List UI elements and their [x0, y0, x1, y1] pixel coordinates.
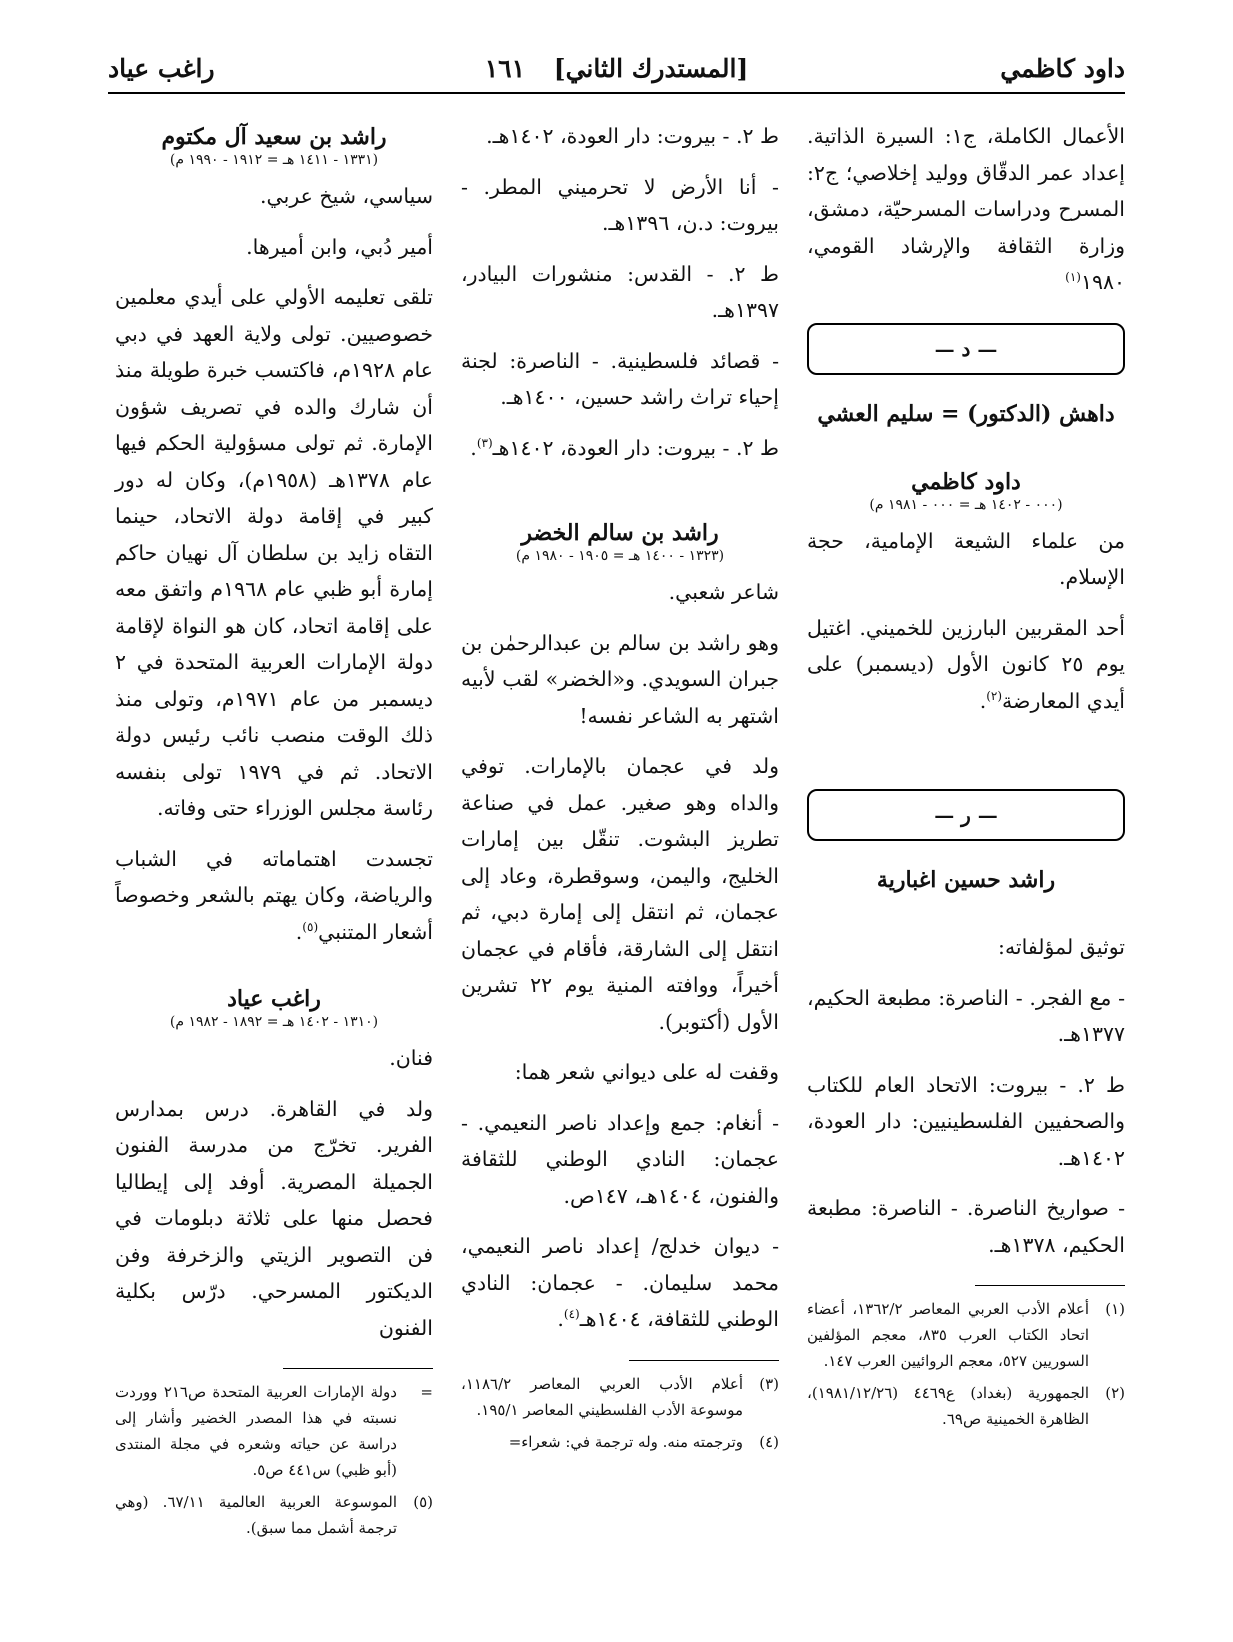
paragraph: - صواريخ الناصرة. - الناصرة: مطبعة الحكيم، ١٣٧٨هـ.	[807, 1196, 1125, 1257]
paragraph: - قصائد فلسطينية. - الناصرة: لجنة إحياء تراث راشد حسين، ١٤٠٠هـ.	[461, 348, 779, 409]
entry-title: راشد حسين اغبارية	[876, 867, 1056, 893]
paragraph: سياسي، شيخ عربي.	[260, 184, 433, 208]
header-right-name: داود كاظمي	[1000, 54, 1125, 83]
footnote: (٣) أعلام الأدب العربي المعاصر ١١٨٦/٢، موسوعة الأدب الفلسطيني المعاصر ١٩٥/١.	[461, 1374, 779, 1419]
footnote-ref: (٥)	[302, 919, 319, 934]
paragraph: ولد في عجمان بالإمارات. توفي والداه وهو صغير. عمل في صناعة تطريز البشوت. تنقّل بين إمارات الخليج، واليمن، وسوقطرة، وعاد إلى عجمان، ثم انتقل إلى إمارة دبي، ثم انتقل إلى الشارقة، فأقام في عجمان أخيراً، ووافته المنية يوم ٢٢ تشرين الأول (أكتوبر).	[461, 754, 780, 1034]
entry-dates: (١٣٣١ - ١٤١١ هـ = ١٩١٢ - ١٩٩٠ م)	[169, 152, 379, 168]
column-left	[115, 118, 433, 1547]
footnote-ref: (٣)	[476, 435, 493, 450]
paragraph: - أنا الأرض لا تحرميني المطر. - بيروت: د.ن، ١٣٩٦هـ.	[461, 174, 779, 235]
page-number: ١٦١	[484, 54, 526, 83]
paragraph: ط ٢. - بيروت: الاتحاد العام للكتاب والصحفيين الفلسطينيين: دار العودة، ١٤٠٢هـ.	[807, 1072, 1125, 1170]
letter-section-ra: — ر —	[807, 789, 1125, 841]
entry-title: داود كاظمي	[911, 468, 1021, 495]
letter-section-dal: — د —	[807, 323, 1125, 375]
footnote-ref: (٢)	[986, 688, 1003, 703]
entry-title: راشد بن سالم الخضر	[521, 520, 719, 546]
footnote-ref: (٤)	[563, 1307, 580, 1322]
entry-dates: (١٣١٠ - ١٤٠٢ هـ = ١٨٩٢ - ١٩٨٢ م)	[169, 1014, 379, 1030]
header-left-name: راغب عياد	[108, 54, 215, 83]
paragraph: فنان.	[389, 1046, 433, 1070]
paragraph: ط ٢. - القدس: منشورات البيادر، ١٣٩٧هـ.	[461, 261, 779, 322]
cross-reference: داهش (الدكتور) = سليم العشي	[817, 400, 1115, 427]
footnote: (٤) وترجمته منه. وله ترجمة في: شعراء=	[508, 1432, 779, 1451]
entry-dates: (١٣٢٣ - ١٤٠٠ هـ = ١٩٠٥ - ١٩٨٠ م)	[515, 548, 725, 564]
paragraph: - أنغام: جمع وإعداد ناصر النعيمي. - عجمان: النادي الوطني للثقافة والفنون، ١٤٠٤هـ، ١٤٧ص.	[461, 1110, 779, 1208]
paragraph: تلقى تعليمه الأولي على أيدي معلمين خصوصيين. تولى ولاية العهد في دبي عام ١٩٢٨م، فاكتسب خبرة طويلة منذ أن شارك والده في تصريف شؤون الإمارة. ثم تولى مسؤولية الحكم فيها عام ١٣٧٨هـ (١٩٥٨م)، وكان له دور كبير في إقامة دولة الاتحاد، حينما التقاه زايد بن سلطان آل نهيان حاكم إمارة أبو ظبي عام ١٩٦٨م واتفق معه على إقامة اتحاد، كان هو النواة لإقامة دولة الإمارات العربية المتحدة في ٢ ديسمبر من عام ١٩٧١م، وتولى منذ ذلك الوقت منصب نائب رئيس دولة الاتحاد. ثم في ١٩٧٩ تولى بنفسه رئاسة مجلس الوزراء حتى وفاته.	[115, 285, 434, 820]
paragraph: من علماء الشيعة الإمامية، حجة الإسلام.	[807, 528, 1125, 589]
paragraph: - ديوان خدلج/ إعداد ناصر النعيمي، محمد سليمان. - عجمان: النادي الوطني للثقافة، ١٤٠٤هـ$^{(٤)}$.	[461, 1234, 779, 1331]
paragraph: أحد المقربين البارزين للخميني. اغتيل يوم ٢٥ كانون الأول (ديسمبر) على أيدي المعارضة$^{(٢)}$.	[807, 615, 1125, 713]
paragraph: وهو راشد بن سالم بن عبدالرحمٰن بن جبران السويدي. و«الخضر» لقب لأبيه اشتهر به الشاعر نفسه!	[461, 630, 779, 728]
header-center	[108, 54, 1125, 83]
paragraph: تجسدت اهتماماته في الشباب والرياضة، وكان يهتم بالشعر وخصوصاً أشعار المتنبي$^{(٥)}$.	[115, 846, 433, 944]
paragraph: ط ٢. - بيروت: دار العودة، ١٤٠٢هـ.	[486, 124, 779, 148]
paragraph: وقفت له على ديواني شعر هما:	[514, 1060, 779, 1084]
footnote: = دولة الإمارات العربية المتحدة ص٢١٦ ووردت نسبته في هذا المصدر الخضير وأشار إلى دراسة عن حياته وشعره في مجلة المنتدى (أبو ظبي) س٤٤١ ص٥.	[115, 1383, 433, 1479]
entry-title: راشد بن سعيد آل مكتوم	[161, 124, 387, 150]
paragraph: أمير دُبي، وابن أميرها.	[246, 234, 433, 259]
column-middle	[461, 118, 779, 1461]
footnote: (٥) الموسوعة العربية العالمية ٦٧/١١. (وهي ترجمة أشمل مما سبق).	[115, 1493, 433, 1537]
paragraph: - مع الفجر. - الناصرة: مطبعة الحكيم، ١٣٧٧هـ.	[807, 985, 1125, 1046]
entry-title: راغب عياد	[227, 986, 321, 1012]
column-right	[807, 118, 1125, 1438]
footnote: (٢) الجمهورية (بغداد) ع٤٤٦٩ (١٩٨١/١٢/٢٦)، الظاهرة الخمينية ص٦٩.	[807, 1384, 1125, 1428]
footnote: (١) أعلام الأدب العربي المعاصر ١٣٦٢/٢، أعضاء اتحاد الكتاب العرب ٨٣٥، معجم المؤلفين السوريين ٥٢٧، معجم الروائيين العرب ١٤٧.	[807, 1300, 1125, 1370]
paragraph: ط ٢. - بيروت: دار العودة، ١٤٠٢هـ$^{(٣)}$.	[470, 435, 779, 460]
entry-dates: (٠٠٠ - ١٤٠٢ هـ = ٠٠٠ - ١٩٨١ م)	[869, 496, 1063, 513]
paragraph: ولد في القاهرة. درس بمدارس الفرير. تخرّج من مدرسة الفنون الجميلة المصرية. أوفد إلى إيطاليا فحصل منها على ثلاثة دبلومات في فن التصوير الزيتي والزخرفة وفن الديكتور المسرحي. درّس بكلية الفنون	[115, 1096, 433, 1340]
running-header	[108, 52, 1125, 94]
footnote-ref: (١)	[1065, 270, 1081, 285]
footnote-rule	[629, 1360, 779, 1361]
footnote-rule	[975, 1285, 1125, 1286]
footnote-rule	[283, 1368, 433, 1369]
header-volume-title: [المستدرك الثاني]	[553, 54, 749, 83]
paragraph: الأعمال الكاملة، ج١: السيرة الذاتية. إعداد عمر الدقّاق ووليد إخلاصي؛ ج٢: المسرح ودراسات المسرحيّة، دمشق، وزارة الثقافة والإرشاد القومي، ١٩٨٠$^{(١)}$	[807, 124, 1126, 294]
paragraph: شاعر شعبي.	[668, 580, 779, 604]
paragraph: توثيق لمؤلفاته:	[998, 935, 1125, 959]
